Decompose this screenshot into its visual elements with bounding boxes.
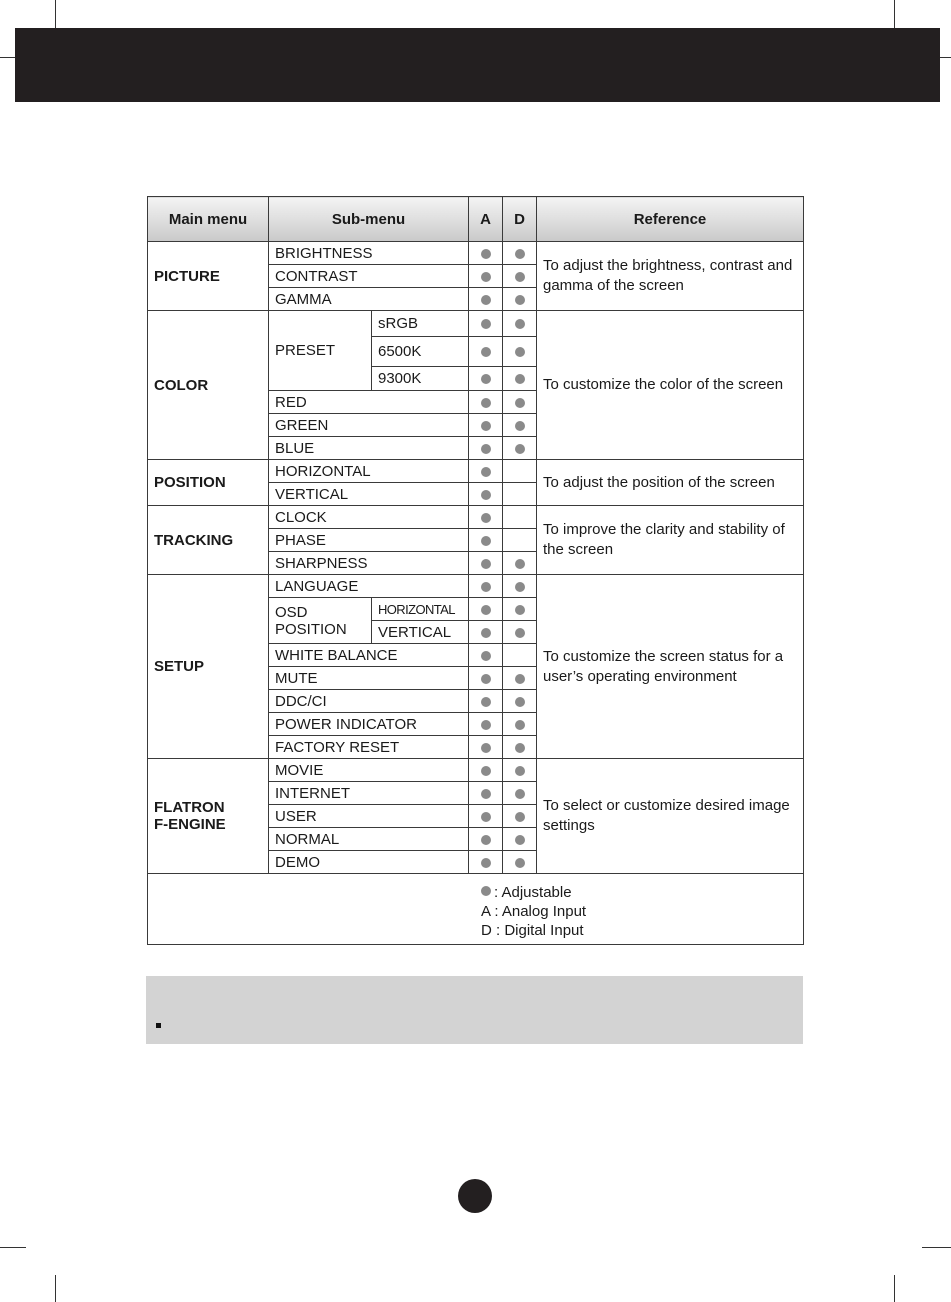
crop-mark [922, 1247, 951, 1248]
digital-cell [503, 736, 537, 759]
digital-cell [503, 782, 537, 805]
digital-cell [503, 367, 537, 391]
adjustable-dot-icon [481, 812, 491, 822]
main-menu-label: F-ENGINE [154, 816, 226, 833]
sub-menu-label: USER [275, 807, 317, 825]
adjustable-dot-icon [515, 295, 525, 305]
main-menu-cell [148, 506, 269, 575]
digital-cell [503, 506, 537, 529]
analog-cell [469, 506, 503, 529]
analog-cell [469, 575, 503, 598]
analog-cell [469, 736, 503, 759]
sub-menu-label: DDC/CI [275, 692, 327, 710]
bullet-icon [156, 1023, 161, 1028]
sub-menu-cell [269, 437, 469, 460]
header-main-menu: Main menu [148, 197, 269, 242]
adjustable-dot-icon [515, 858, 525, 868]
digital-cell [503, 265, 537, 288]
adjustable-dot-icon [481, 272, 491, 282]
digital-cell [503, 552, 537, 575]
sub-menu-label: WHITE BALANCE [275, 646, 398, 664]
sub-menu-cell [269, 713, 469, 736]
adjustable-dot-icon [481, 398, 491, 408]
sub-menu-cell [269, 311, 372, 391]
sub-menu-label: RED [275, 393, 307, 411]
digital-cell [503, 437, 537, 460]
analog-cell [469, 460, 503, 483]
table-row [148, 575, 804, 598]
adjustable-dot-icon [481, 513, 491, 523]
adjustable-dot-icon [515, 582, 525, 592]
digital-cell [503, 759, 537, 782]
analog-cell [469, 598, 503, 621]
main-menu-cell [148, 311, 269, 460]
table-row [148, 242, 804, 265]
header-bar [15, 28, 940, 102]
sub-menu-label: INTERNET [275, 784, 350, 802]
osd-menu-table [147, 196, 804, 945]
adjustable-dot-icon [481, 743, 491, 753]
adjustable-dot-icon [515, 249, 525, 259]
analog-cell [469, 552, 503, 575]
sub-sub-menu-cell: HORIZONTAL [372, 598, 469, 621]
sub-sub-menu-cell: VERTICAL [372, 621, 469, 644]
legend-adjustable: : Adjustable [494, 884, 572, 901]
sub-menu-cell [269, 506, 469, 529]
sub-menu-label: BRIGHTNESS [275, 244, 373, 262]
adjustable-dot-icon [515, 347, 525, 357]
sub-menu-label: VERTICAL [275, 485, 349, 503]
reference-cell: To customize the screen status for a user’s operating environment [537, 575, 804, 759]
sub-menu-cell [269, 391, 469, 414]
adjustable-dot-icon [481, 249, 491, 259]
sub-menu-cell [269, 828, 469, 851]
digital-cell [503, 851, 537, 874]
analog-cell [469, 690, 503, 713]
sub-sub-menu-cell: sRGB [372, 311, 469, 337]
main-menu-label: POSITION [154, 474, 226, 491]
analog-cell [469, 851, 503, 874]
legend-analog: A : Analog Input [481, 903, 587, 920]
adjustable-dot-icon [481, 628, 491, 638]
adjustable-dot-icon [481, 319, 491, 329]
sub-sub-menu-cell: 9300K [372, 367, 469, 391]
adjustable-dot-icon [481, 605, 491, 615]
reference-cell: To adjust the brightness, contrast and gamma of the screen [537, 242, 804, 311]
analog-cell [469, 437, 503, 460]
adjustable-dot-icon [515, 559, 525, 569]
sub-menu-cell [269, 598, 372, 644]
legend-digital: D : Digital Input [481, 922, 584, 939]
adjustable-dot-icon [481, 490, 491, 500]
analog-cell [469, 242, 503, 265]
adjustable-dot-icon [481, 766, 491, 776]
digital-cell [503, 644, 537, 667]
sub-menu-cell [269, 851, 469, 874]
sub-menu-label: FACTORY RESET [275, 738, 400, 756]
analog-cell [469, 265, 503, 288]
sub-menu-cell [269, 242, 469, 265]
sub-menu-cell [269, 736, 469, 759]
main-menu-label: TRACKING [154, 531, 234, 549]
digital-cell [503, 337, 537, 367]
adjustable-dot-icon [481, 697, 491, 707]
digital-cell [503, 414, 537, 437]
sub-menu-label: CLOCK [275, 508, 327, 526]
adjustable-dot-icon [515, 374, 525, 384]
analog-cell [469, 529, 503, 552]
sub-menu-label: POSITION [275, 620, 347, 638]
table-row [148, 311, 804, 337]
adjustable-dot-icon [515, 720, 525, 730]
reference-cell: To improve the clarity and stability of the screen [537, 506, 804, 575]
sub-menu-label: POWER INDICATOR [275, 715, 417, 733]
analog-cell [469, 782, 503, 805]
digital-cell [503, 242, 537, 265]
sub-menu-label: GAMMA [275, 290, 332, 308]
analog-cell [469, 337, 503, 367]
sub-menu-label: MUTE [275, 669, 318, 687]
analog-cell [469, 667, 503, 690]
adjustable-dot-icon [481, 886, 491, 896]
analog-cell [469, 311, 503, 337]
header-analog: A [469, 197, 503, 242]
header-sub-menu: Sub-menu [269, 197, 469, 242]
adjustable-dot-icon [481, 858, 491, 868]
reference-cell: To customize the color of the screen [537, 311, 804, 460]
header-reference: Reference [537, 197, 804, 242]
adjustable-dot-icon [515, 421, 525, 431]
analog-cell [469, 391, 503, 414]
table-header-row [148, 197, 804, 242]
main-menu-label: PICTURE [154, 267, 220, 285]
adjustable-dot-icon [481, 536, 491, 546]
adjustable-dot-icon [515, 398, 525, 408]
adjustable-dot-icon [515, 697, 525, 707]
analog-cell [469, 828, 503, 851]
sub-menu-label: SHARPNESS [275, 554, 368, 572]
adjustable-dot-icon [481, 582, 491, 592]
adjustable-dot-icon [481, 467, 491, 477]
sub-menu-cell [269, 529, 469, 552]
adjustable-dot-icon [481, 374, 491, 384]
note-box [146, 976, 803, 1044]
adjustable-dot-icon [515, 743, 525, 753]
sub-menu-cell [269, 288, 469, 311]
main-menu-label: FLATRON [154, 799, 225, 816]
sub-menu-label: OSD [275, 603, 308, 621]
sub-menu-label: MOVIE [275, 761, 324, 779]
sub-menu-label: NORMAL [275, 830, 340, 848]
digital-cell [503, 311, 537, 337]
digital-cell [503, 713, 537, 736]
table-row [148, 759, 804, 782]
main-menu-label: SETUP [154, 658, 205, 675]
digital-cell [503, 529, 537, 552]
reference-cell: To select or customize desired image settings [537, 759, 804, 874]
digital-cell [503, 598, 537, 621]
sub-menu-cell [269, 483, 469, 506]
sub-menu-cell [269, 644, 469, 667]
main-menu-cell [148, 759, 269, 874]
analog-cell [469, 805, 503, 828]
legend [481, 883, 586, 940]
table-row [148, 506, 804, 529]
adjustable-dot-icon [481, 789, 491, 799]
adjustable-dot-icon [515, 319, 525, 329]
sub-menu-cell [269, 265, 469, 288]
adjustable-dot-icon [481, 835, 491, 845]
adjustable-dot-icon [515, 835, 525, 845]
digital-cell [503, 288, 537, 311]
sub-menu-cell [269, 414, 469, 437]
sub-menu-cell [269, 782, 469, 805]
sub-menu-cell [269, 667, 469, 690]
sub-menu-label: DEMO [275, 853, 320, 871]
analog-cell [469, 759, 503, 782]
analog-cell [469, 483, 503, 506]
digital-cell [503, 391, 537, 414]
adjustable-dot-icon [515, 789, 525, 799]
adjustable-dot-icon [481, 421, 491, 431]
legend-cell [148, 874, 804, 945]
crop-mark [894, 1275, 895, 1302]
adjustable-dot-icon [481, 347, 491, 357]
sub-menu-label: PHASE [275, 531, 326, 549]
adjustable-dot-icon [481, 559, 491, 569]
digital-cell [503, 828, 537, 851]
sub-menu-label: CONTRAST [275, 267, 358, 285]
digital-cell [503, 690, 537, 713]
sub-menu-label: GREEN [275, 416, 329, 434]
adjustable-dot-icon [481, 295, 491, 305]
digital-cell [503, 575, 537, 598]
page-number-circle [458, 1179, 492, 1213]
digital-cell [503, 483, 537, 506]
sub-menu-label: LANGUAGE [275, 577, 359, 595]
adjustable-dot-icon [515, 444, 525, 454]
sub-sub-menu-cell: 6500K [372, 337, 469, 367]
adjustable-dot-icon [515, 628, 525, 638]
adjustable-dot-icon [515, 605, 525, 615]
sub-menu-cell [269, 460, 469, 483]
adjustable-dot-icon [481, 720, 491, 730]
sub-menu-cell [269, 575, 469, 598]
sub-menu-cell [269, 759, 469, 782]
sub-menu-cell [269, 690, 469, 713]
adjustable-dot-icon [481, 674, 491, 684]
crop-mark [0, 1247, 26, 1248]
adjustable-dot-icon [481, 651, 491, 661]
analog-cell [469, 644, 503, 667]
crop-mark [55, 1275, 56, 1302]
digital-cell [503, 667, 537, 690]
analog-cell [469, 288, 503, 311]
adjustable-dot-icon [515, 766, 525, 776]
sub-menu-label: PRESET [275, 342, 336, 359]
analog-cell [469, 367, 503, 391]
digital-cell [503, 805, 537, 828]
adjustable-dot-icon [515, 812, 525, 822]
digital-cell [503, 621, 537, 644]
crop-mark [0, 57, 15, 58]
sub-menu-cell [269, 805, 469, 828]
sub-menu-label: BLUE [275, 439, 315, 457]
header-digital: D [503, 197, 537, 242]
adjustable-dot-icon [515, 272, 525, 282]
sub-menu-label: HORIZONTAL [275, 462, 371, 480]
crop-mark [55, 0, 56, 28]
crop-mark [894, 0, 895, 28]
analog-cell [469, 414, 503, 437]
adjustable-dot-icon [515, 674, 525, 684]
sub-menu-cell [269, 552, 469, 575]
analog-cell [469, 621, 503, 644]
main-menu-cell [148, 242, 269, 311]
analog-cell [469, 713, 503, 736]
main-menu-cell [148, 460, 269, 506]
table-row [148, 460, 804, 483]
reference-cell: To adjust the position of the screen [537, 460, 804, 506]
main-menu-cell [148, 575, 269, 759]
main-menu-label: COLOR [154, 376, 209, 394]
adjustable-dot-icon [481, 444, 491, 454]
digital-cell [503, 460, 537, 483]
